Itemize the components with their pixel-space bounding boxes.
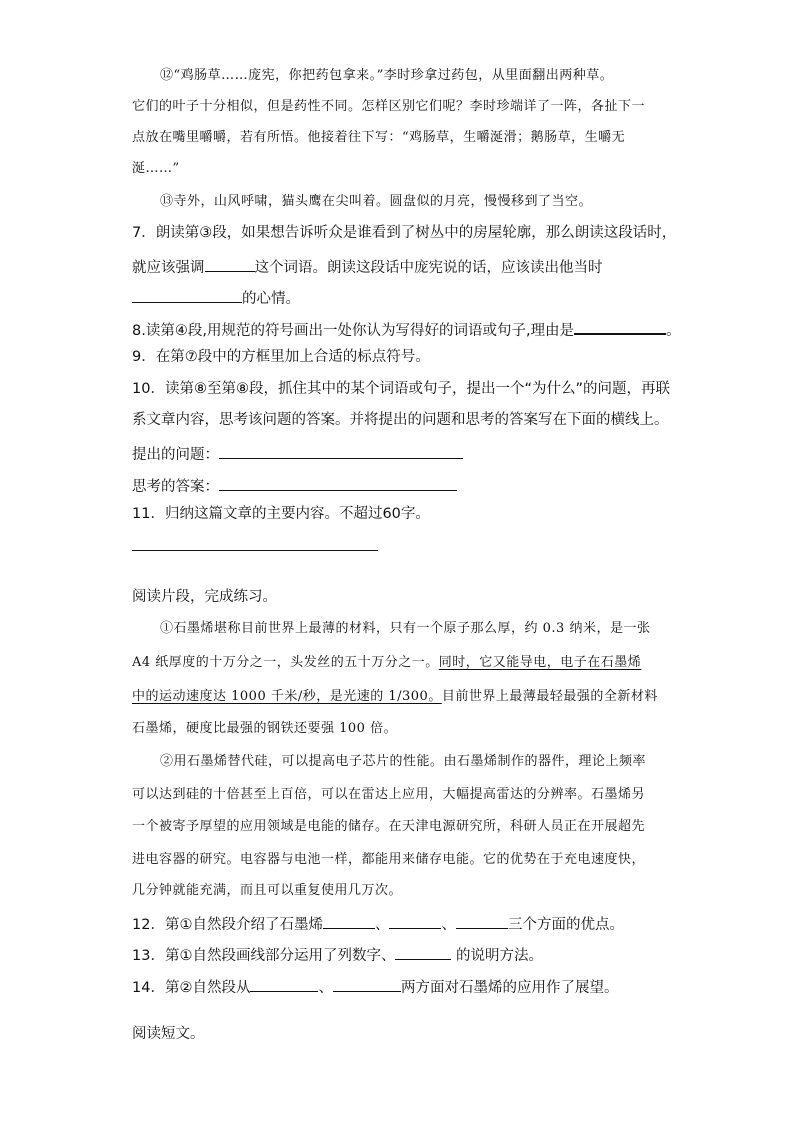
answer-blank-14b[interactable] <box>333 977 401 992</box>
question-7-line-2 <box>132 257 603 276</box>
answer-blank-10-answer[interactable] <box>219 476 457 491</box>
answer-blank-14a[interactable] <box>250 977 318 992</box>
passage-paragraph-13: ⑬寺外，山风呼啸，猫头鹰在尖叫着。圆盘似的月亮，慢慢移到了当空。 <box>160 194 593 209</box>
graphene-paragraph-2-line-5: 几分钟就能充满，而且可以重复使用几万次。 <box>132 883 403 898</box>
answer-blank-8[interactable] <box>574 319 666 335</box>
passage-paragraph-12-line-1: ⑫“鸡肠草……庞宪，你把药包拿来。”李时珍拿过药包，从里面翻出两种草。 <box>160 68 614 83</box>
passage-paragraph-12-line-3: 点放在嘴里嚼嚼，若有所悟。他接着往下写：“鸡肠草，生嚼涎滑；鹅肠草，生嚼无 <box>132 130 626 145</box>
graphene-p1-l3-plain: 目前世界上最薄最轻最强的全新材料 <box>441 689 658 704</box>
question-14-text-a: 14．第②自然段从 <box>132 980 251 996</box>
passage-paragraph-12-line-4: 涎……” <box>132 161 180 176</box>
question-8 <box>132 319 681 339</box>
graphene-p1-l3-underlined: 中的运动速度达 1000 千米/秒，是光速的 1/300。 <box>132 689 442 704</box>
question-10-line-2: 系文章内容，思考该问题的答案。并将提出的问题和思考的答案写在下面的横线上。 <box>132 412 669 428</box>
question-10-ask <box>132 444 463 463</box>
question-7-text-b: 这个词语。朗读这段话中庞宪说的话，应该读出他当时 <box>254 260 603 276</box>
answer-blank-13[interactable] <box>395 945 451 960</box>
question-12-text-a: 12．第①自然段介绍了石墨烯 <box>132 917 323 933</box>
question-10-answer <box>132 476 457 495</box>
question-8-end: 。 <box>666 323 681 339</box>
question-10-line-1: 10．读第⑧至第⑧段，抓住其中的某个词语或句子，提出一个“为什么”的问题，再联 <box>132 381 670 397</box>
question-14-sep: 、 <box>318 980 333 996</box>
question-13-text-b: 的说明方法。 <box>451 948 544 964</box>
section-3-intro: 阅读短文。 <box>132 1026 205 1042</box>
graphene-paragraph-1-line-1: ①石墨烯堪称目前世界上最薄的材料，只有一个原子那么厚，约 0.3 纳米，是一张 <box>160 621 651 636</box>
question-8-text: 8.读第④段,用规范的符号画出一处你认为写得好的词语或句子,理由是 <box>132 323 575 339</box>
question-13-text-a: 13．第①自然段画线部分运用了列数字、 <box>132 948 396 964</box>
question-13 <box>132 945 543 964</box>
answer-blank-10-ask[interactable] <box>219 444 463 459</box>
answer-blank-7a[interactable] <box>205 257 255 272</box>
answer-blank-7b[interactable] <box>132 288 242 303</box>
section-2-intro: 阅读片段，完成练习。 <box>132 589 277 605</box>
question-7-text-a: 就应该强调 <box>132 260 205 276</box>
graphene-paragraph-2-line-4: 进电容器的研究。电容器与电池一样，都能用来储存电能。它的优势在于充电速度快， <box>132 852 646 867</box>
graphene-paragraph-2-line-3: 一个被寄予厚望的应用领域是电能的储存。在天津电源研究所，科研人员正在开展超先 <box>132 819 646 834</box>
question-9: 9．在第⑦段中的方框里加上合适的标点符号。 <box>132 349 430 365</box>
answer-line-11[interactable] <box>132 550 378 551</box>
question-7-text-c: 的心情。 <box>242 291 300 307</box>
graphene-paragraph-2-line-1: ②用石墨烯替代硅，可以提高电子芯片的性能。由石墨烯制作的器件，理论上频率 <box>160 754 647 769</box>
answer-label: 思考的答案： <box>132 479 219 495</box>
question-12-sep-2: 、 <box>441 917 456 933</box>
graphene-paragraph-1-line-4: 石墨烯，硬度比最强的钢铁还要强 100 倍。 <box>132 721 398 736</box>
graphene-p1-l2-underlined: 同时，它又能导电，电子在石墨烯 <box>438 655 642 670</box>
graphene-paragraph-2-line-2: 可以达到硅的十倍甚至上百倍，可以在雷达上应用，大幅提高雷达的分辨率。石墨烯另 <box>132 787 646 802</box>
question-12 <box>132 914 624 933</box>
graphene-paragraph-1-line-2 <box>132 656 641 669</box>
answer-blank-12c[interactable] <box>456 914 508 929</box>
graphene-p1-l2-plain: A4 纸厚度的十万分之一，头发丝的五十万分之一。 <box>132 655 439 670</box>
question-7-line-3 <box>132 288 300 307</box>
passage-paragraph-12-line-2: 它们的叶子十分相似，但是药性不同。怎样区别它们呢？李时珍端详了一阵，各扯下一 <box>132 99 646 114</box>
question-11: 11．归纳这篇文章的主要内容。不超过60字。 <box>132 506 430 522</box>
question-14-text-c: 两方面对石墨烯的应用作了展望。 <box>400 980 619 996</box>
question-7-line-1: 7．朗读第③段，如果想告诉听众是谁看到了树丛中的房屋轮廓，那么朗读这段话时， <box>132 225 677 241</box>
graphene-paragraph-1-line-3 <box>132 690 658 703</box>
question-14 <box>132 977 618 996</box>
answer-blank-12b[interactable] <box>389 914 441 929</box>
ask-label: 提出的问题： <box>132 447 219 463</box>
question-12-sep-1: 、 <box>374 917 390 933</box>
answer-blank-12a[interactable] <box>323 914 375 929</box>
question-12-text-d: 三个方面的优点。 <box>507 917 624 933</box>
